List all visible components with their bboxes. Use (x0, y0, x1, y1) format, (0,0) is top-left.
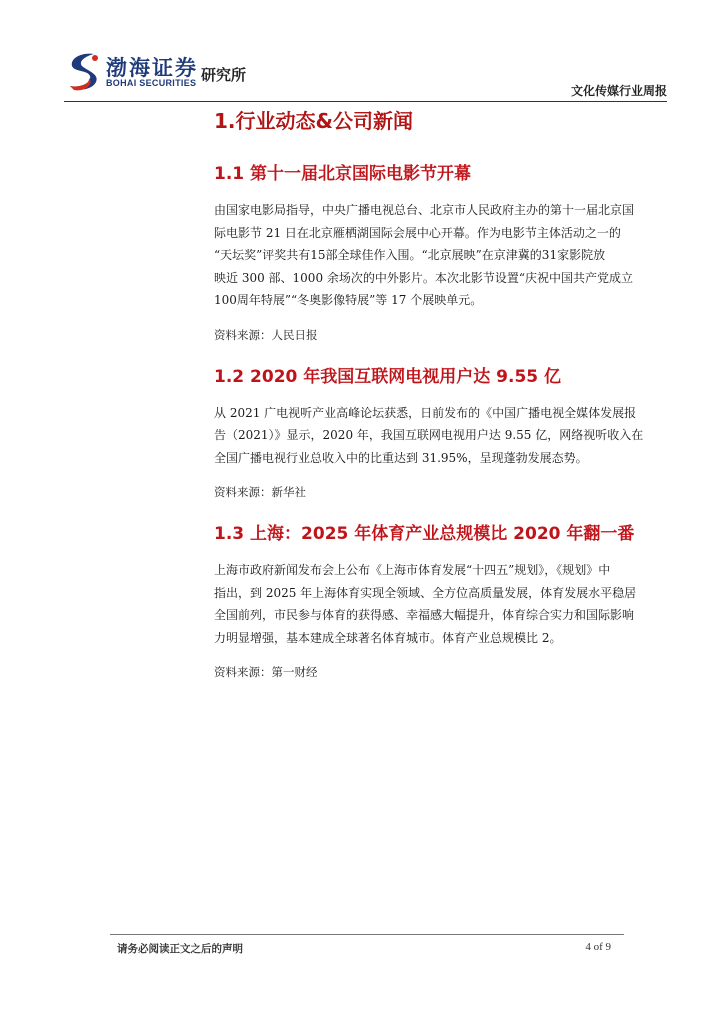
article-body (214, 559, 674, 649)
company-logo (64, 50, 264, 100)
page-number: 4 of 9 (585, 941, 611, 953)
institute-name: 研究所 (201, 66, 247, 84)
source-note: 资料来源：人民日报 (214, 327, 318, 342)
main-content (214, 108, 674, 682)
paragraph-line: 从 2021 广电视听产业高峰论坛获悉，日前发布的《中国广播电视全媒体发展报 (214, 405, 637, 420)
section-title: 1.行业动态&公司新闻 (214, 109, 413, 133)
footer-disclaimer: 请务必阅读正文之后的声明 (117, 943, 243, 955)
article-title: 1.2 2020 年我国互联网电视用户达 9.55 亿 (214, 366, 562, 387)
article-title: 1.1 第十一届北京国际电影节开幕 (214, 164, 472, 184)
article-body (214, 199, 674, 312)
article-body (214, 402, 674, 470)
logo-english-name: BOHAI SECURITIES (106, 78, 197, 88)
paragraph-line: 力明显增强，基本建成全球著名体育城市。体育产业总规模比 2。 (214, 630, 562, 645)
paragraph-line: “天坛奖”评奖共有15部全球佳作入围。“北京展映”在京津冀的31家影院放 (214, 248, 606, 262)
paragraph-line: 映近 300 部、1000 余场次的中外影片。本次北影节设置“庆祝中国共产党成立 (214, 270, 634, 285)
paragraph-line: 由国家电影局指导，中央广播电视总台、北京市人民政府主办的第十一届北京国 (214, 203, 635, 217)
paragraph-line: 上海市政府新闻发布会上公布《上海市体育发展“十四五”规划》，《规划》中 (214, 563, 611, 577)
paragraph-line: 指出，到 2025 年上海体育实现全领域、全方位高质量发展，体育发展水平稳居 (214, 585, 637, 600)
source-note: 资料来源：第一财经 (214, 665, 318, 679)
paragraph-line: 际电影节 21 日在北京雁栖湖国际会展中心开幕。作为电影节主体活动之一的 (214, 225, 621, 240)
source-note: 资料来源：新华社 (214, 485, 306, 499)
logo-chinese-name: 渤海证券 (106, 55, 198, 80)
paragraph-line: 全国前列，市民参与体育的获得感、幸福感大幅提升，体育综合实力和国际影响 (214, 608, 635, 622)
paragraph-line: 全国广播电视行业总收入中的比重达到 31.95%，呈现蓬勃发展态势。 (214, 450, 588, 465)
article-title: 1.3 上海：2025 年体育产业总规模比 2020 年翻一番 (214, 524, 635, 544)
footer-divider (110, 934, 624, 935)
paragraph-line: 100周年特展”“冬奥影像特展”等 17 个展映单元。 (214, 293, 483, 307)
report-type: 文化传媒行业周报 (570, 84, 667, 98)
header-divider (64, 101, 667, 102)
paragraph-line: 告（2021）》显示，2020 年，我国互联网电视用户达 9.55 亿，网络视听收入在 (214, 428, 644, 442)
bohai-logo-icon (64, 50, 102, 96)
